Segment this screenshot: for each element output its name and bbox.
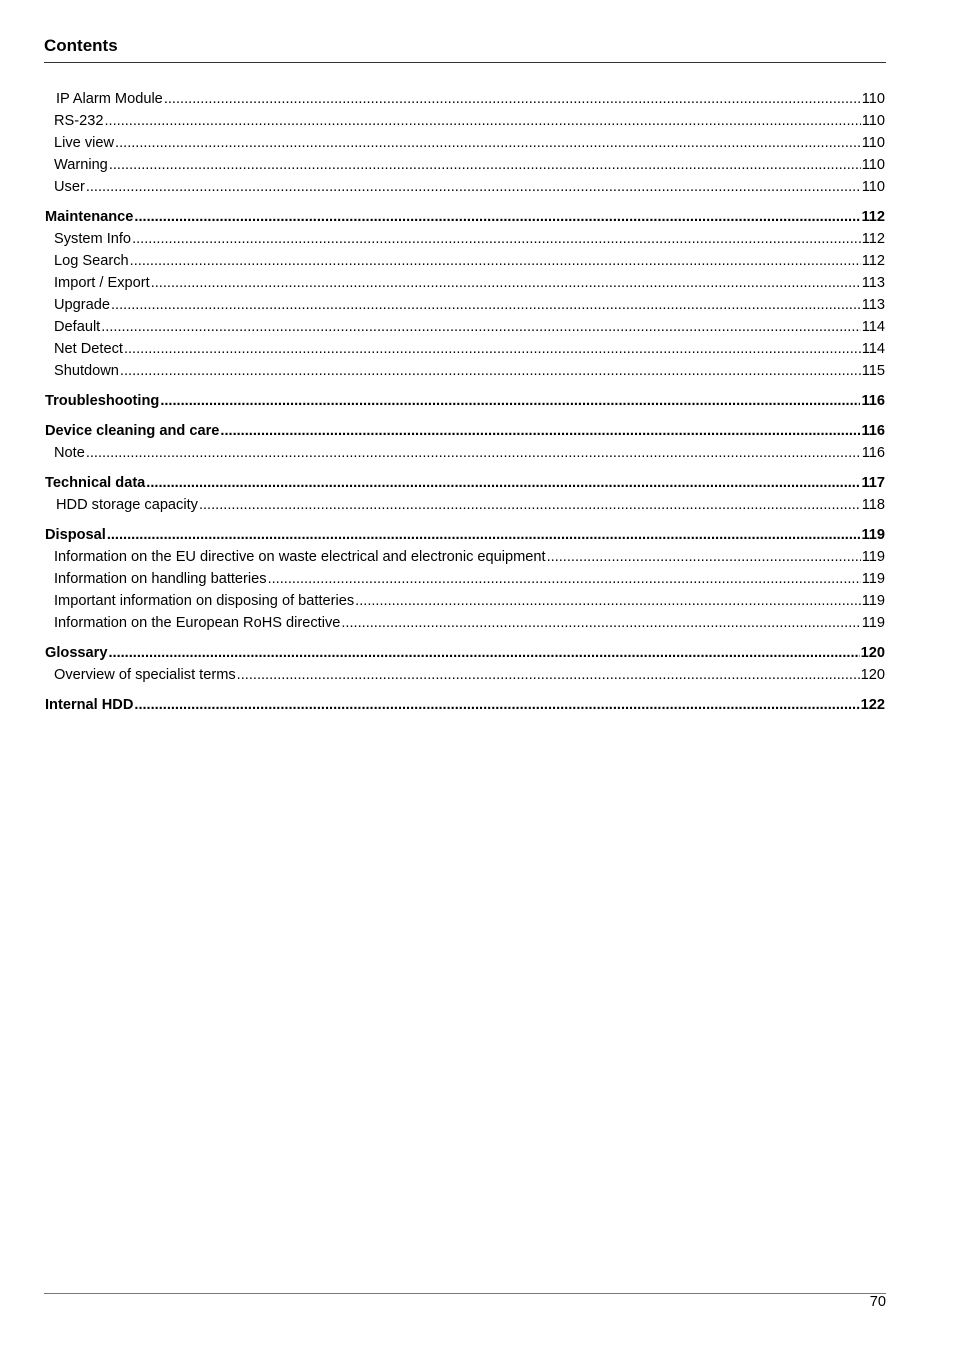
toc-entry-label: Device cleaning and care: [45, 423, 220, 439]
toc-entry-page: 116: [861, 445, 885, 461]
toc-entry-page: 110: [861, 135, 885, 151]
toc-subsection-entry[interactable]: [45, 568, 885, 590]
toc-entry-page: 119: [861, 527, 885, 543]
page-number: 70: [869, 1294, 886, 1310]
toc-entry-page: 110: [861, 113, 885, 129]
toc-subsection-entry[interactable]: [45, 294, 885, 316]
toc-entry-page: 110: [861, 179, 885, 195]
toc-subsection-entry[interactable]: [45, 442, 885, 464]
toc-entry-page: 112: [861, 209, 885, 225]
toc-entry-label: Shutdown: [54, 363, 119, 379]
toc-entry-page: 119: [861, 549, 885, 565]
toc-entry-page: 115: [861, 363, 885, 379]
footer-divider: [44, 1293, 886, 1294]
toc-subsection-entry[interactable]: [45, 228, 885, 250]
toc-dot-leader: [160, 390, 860, 412]
toc-dot-leader: [164, 88, 861, 110]
toc-subsection-entry[interactable]: [45, 132, 885, 154]
toc-section-entry[interactable]: [45, 420, 885, 442]
toc-section-entry[interactable]: [45, 206, 885, 228]
toc-entry-page: 112: [861, 253, 885, 269]
toc-section-entry[interactable]: [45, 524, 885, 546]
toc-section-entry[interactable]: [45, 390, 885, 412]
toc-entry-label: Live view: [54, 135, 115, 151]
toc-dot-leader: [86, 442, 861, 464]
toc-dot-leader: [199, 494, 861, 516]
toc-subsection-entry[interactable]: [45, 338, 885, 360]
title-divider: [44, 62, 886, 63]
toc-subsection-entry[interactable]: [45, 272, 885, 294]
toc-entry-page: 120: [860, 645, 885, 661]
toc-entry-label: Log Search: [54, 253, 129, 269]
toc-dot-leader: [237, 664, 860, 686]
toc-dot-leader: [107, 524, 861, 546]
toc-dot-leader: [355, 590, 861, 612]
toc-subsection-entry[interactable]: [45, 664, 885, 686]
toc-dot-leader: [111, 294, 861, 316]
toc-entry-label: User: [54, 179, 85, 195]
toc-entry-label: System Info: [54, 231, 132, 247]
toc-entry-label: Overview of specialist terms: [54, 667, 236, 683]
toc-dot-leader: [268, 568, 861, 590]
toc-entry-page: 110: [861, 91, 885, 107]
toc-subsection-entry[interactable]: [45, 316, 885, 338]
toc-dot-leader: [109, 154, 861, 176]
toc-entry-page: 110: [861, 157, 885, 173]
toc-entry-page: 119: [861, 571, 885, 587]
toc-entry-page: 120: [860, 667, 885, 683]
toc-dot-leader: [101, 316, 860, 338]
toc-dot-leader: [108, 642, 859, 664]
toc-entry-label: Important information on disposing of batteries: [54, 593, 355, 609]
toc-subsection-entry[interactable]: [45, 612, 885, 634]
toc-entry-label: Default: [54, 319, 101, 335]
toc-entry-page: 112: [861, 231, 885, 247]
toc-entry-page: 118: [861, 497, 885, 513]
toc-entry-label: Internal HDD: [45, 697, 134, 713]
toc-entry-page: 116: [861, 423, 885, 439]
toc-dot-leader: [120, 360, 861, 382]
toc-entry-page: 116: [861, 393, 885, 409]
toc-subsection-entry[interactable]: [45, 546, 885, 568]
toc-dot-leader: [151, 272, 861, 294]
toc-entry-label: Glossary: [45, 645, 108, 661]
toc-entry-page: 113: [861, 297, 885, 313]
toc-dot-leader: [124, 338, 861, 360]
toc-dot-leader: [132, 228, 861, 250]
toc-dot-leader: [547, 546, 861, 568]
toc-section-entry[interactable]: [45, 472, 885, 494]
toc-subsection-entry[interactable]: [45, 176, 885, 198]
toc-dot-leader: [134, 206, 860, 228]
toc-entry-page: 113: [861, 275, 885, 291]
toc-entry-page: 114: [861, 319, 885, 335]
toc-dot-leader: [130, 250, 861, 272]
toc-section-entry[interactable]: [45, 642, 885, 664]
toc-entry-label: Information on handling batteries: [54, 571, 267, 587]
toc-entry-label: Information on the EU directive on waste electrical and electronic equipment: [54, 549, 546, 565]
toc-entry-page: 122: [860, 697, 885, 713]
toc-subsection-entry[interactable]: [45, 494, 885, 516]
toc-section-entry[interactable]: [45, 694, 885, 716]
toc-subsection-entry[interactable]: [45, 250, 885, 272]
page-title: Contents: [44, 36, 118, 55]
toc-entry-page: 114: [861, 341, 885, 357]
toc-subsection-entry[interactable]: [45, 590, 885, 612]
toc-entry-label: HDD storage capacity: [56, 497, 198, 513]
toc-dot-leader: [134, 694, 859, 716]
toc-entry-label: Import / Export: [54, 275, 150, 291]
toc-entry-page: 119: [861, 615, 885, 631]
toc-entry-page: 119: [861, 593, 885, 609]
toc-dot-leader: [341, 612, 860, 634]
toc-entry-label: Troubleshooting: [45, 393, 160, 409]
toc-subsection-entry[interactable]: [45, 110, 885, 132]
toc-subsection-entry[interactable]: [45, 154, 885, 176]
toc-entry-label: Maintenance: [45, 209, 134, 225]
toc-dot-leader: [104, 110, 860, 132]
toc-entry-page: 117: [861, 475, 885, 491]
toc-entry-label: Information on the European RoHS directive: [54, 615, 341, 631]
toc-dot-leader: [146, 472, 860, 494]
toc-entry-label: Net Detect: [54, 341, 123, 357]
toc-entry-label: RS-232: [54, 113, 104, 129]
toc-entry-label: Disposal: [45, 527, 106, 543]
table-of-contents: [45, 88, 885, 716]
toc-dot-leader: [86, 176, 861, 198]
toc-dot-leader: [220, 420, 860, 442]
toc-entry-label: Warning: [54, 157, 108, 173]
toc-subsection-entry[interactable]: [45, 88, 885, 110]
toc-subsection-entry[interactable]: [45, 360, 885, 382]
toc-entry-label: Note: [54, 445, 85, 461]
toc-dot-leader: [115, 132, 861, 154]
toc-entry-label: Technical data: [45, 475, 146, 491]
toc-entry-label: Upgrade: [54, 297, 110, 313]
toc-entry-label: IP Alarm Module: [56, 91, 163, 107]
